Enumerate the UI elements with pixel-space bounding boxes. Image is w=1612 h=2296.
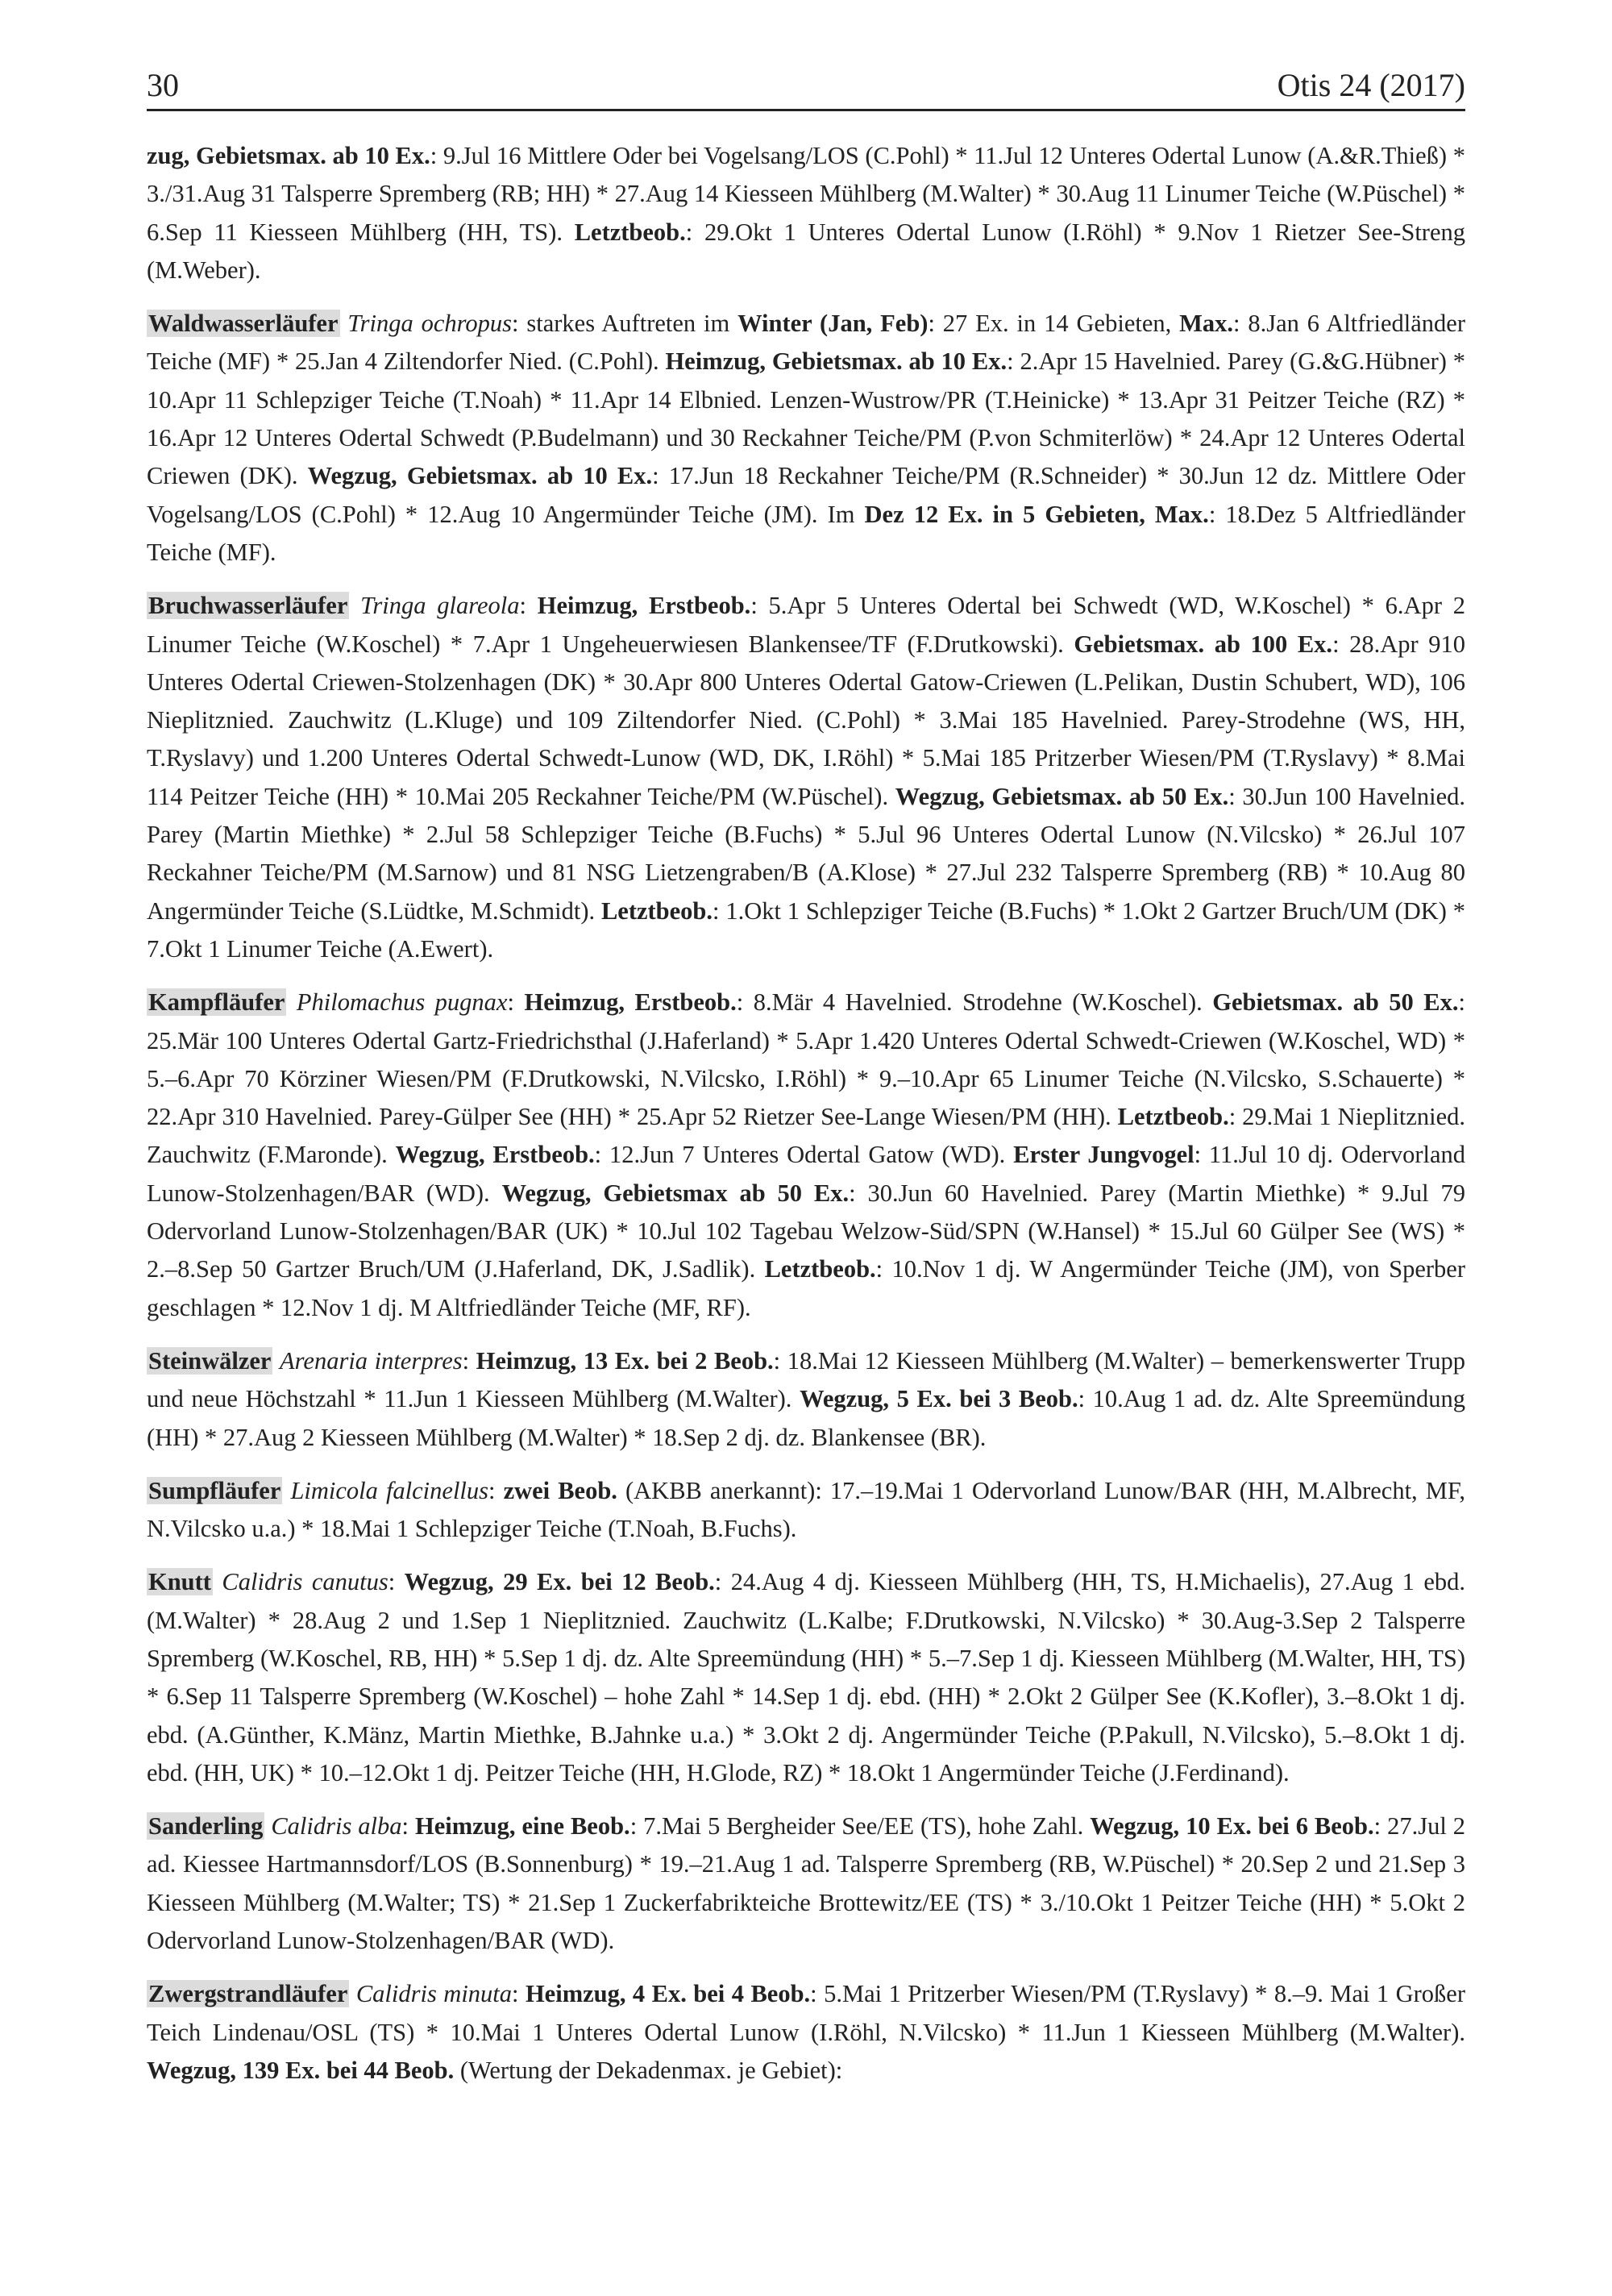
observation-text: : 30.Jun 100 Havelnied. Parey (Martin Miethke) * 2.Jul 58 Schlepziger Teiche (B.Fuchs) * 5.Jul 96 Unteres Odertal Lunow (N.Vilcsko) * 26.Jul 107 Reckahner Teiche/PM (M.Sarnow) und 81 NSG Lietzengraben/B (A.Klose) * 27.Jul 232 Talsperre Spremberg (RB) * 10.Aug 80 Angermünder Teiche (S.Lüdtke, M.Schmidt). [147, 782, 1465, 925]
observation-text: : 2.Apr 15 Havelnied. Parey (G.&G.Hübner) * 10.Apr 11 Schlepziger Teiche (T.Noah) * 11.Apr 14 Elbnied. Lenzen-Wustrow/PR (T.Heinicke) * 13.Apr 31 Peitzer Teiche (RZ) * 16.Apr 12 Unteres Odertal Schwedt (P.Budelmann) und 30 Reckahner Teiche/PM (P.von Schmiterlöw) * 24.Apr 12 Unteres Odertal Criewen (DK). [147, 347, 1465, 490]
continued-entry [147, 137, 1465, 289]
species-entry [147, 1342, 1465, 1457]
latin-name: Tringa ochropus [347, 310, 513, 338]
observation-text: : 10.Nov 1 dj. W Angermünder Teiche (JM), von Sperber geschlagen * 12.Nov 1 dj. M Altfriedländer Teiche (MF, RF). [147, 1255, 1466, 1321]
bold-heading-text: Letztbeob. [574, 218, 686, 246]
bold-heading-text: Wegzug, Gebietsmax ab 50 Ex. [501, 1179, 850, 1207]
page-header [147, 58, 1465, 111]
observation-text: : 27 Ex. in 14 Gebieten, [928, 310, 1180, 338]
bold-heading-text: Heimzug, Gebietsmax. ab 10 Ex. [665, 347, 1008, 376]
latin-name: Limicola falcinellus [290, 1476, 489, 1504]
journal-title: Otis 24 (2017) [1277, 67, 1465, 103]
bold-heading-text: Heimzug, 13 Ex. bei 2 Beob. [476, 1346, 774, 1375]
observation-text: : 8.Jan 6 Altfriedländer Teiche (MF) * 25.Jan 4 Ziltendorfer Nied. (C.Pohl). [147, 310, 1465, 376]
observation-text: : 29.Mai 1 Nieplitznied. Zauchwitz (F.Maronde). [147, 1103, 1465, 1169]
observation-text: : 18.Mai 12 Kiesseen Mühlberg (M.Walter) – bemerkenswerter Trupp und neue Höchstzahl * 11.Jun 1 Kiesseen Mühlberg (M.Walter). [147, 1346, 1465, 1413]
bold-heading-text: Gebietsmax. ab 50 Ex. [1212, 988, 1459, 1017]
bold-heading-text: Wegzug, Gebietsmax. ab 10 Ex. [307, 462, 653, 490]
observation-text: : 24.Aug 4 dj. Kiesseen Mühlberg (HH, TS, H.Michaelis), 27.Aug 1 ebd. (M.Walter) * 28.Aug 2 und 1.Sep 1 Nieplitznied. Zauchwitz (L.Kalbe; F.Drutkowski, N.Vilcsko) * 30.Aug-3.Sep 2 Talsperre Spremberg (W.Koschel, RB, HH) * 5.Sep 1 dj. dz. Alte Spreemündung (HH) * 5.–7.Sep 1 dj. Kiesseen Mühlberg (M.Walter, HH, TS) * 6.Sep 11 Talsperre Spremberg (W.Koschel) – hohe Zahl * 14.Sep 1 dj. ebd. (HH) * 2.Okt 2 Gülper See (K.Kofler), 3.–8.Okt 1 dj. ebd. (A.Günther, K.Mänz, Martin Miethke, B.Jahnke u.a.) * 3.Okt 2 dj. Angermünder Teiche (P.Pakull, N.Vilcsko), 5.–8.Okt 1 dj. ebd. (HH, UK) * 10.–12.Okt 1 dj. Peitzer Teiche (HH, H.Glode, RZ) * 18.Okt 1 Angermünder Teiche (J.Ferdinand). [147, 1568, 1465, 1786]
species-entry [147, 1975, 1465, 2090]
observation-text: : [507, 988, 525, 1017]
bold-heading-text: zug, Gebietsmax. ab 10 Ex. [147, 142, 430, 169]
bold-heading-text: Wegzug, Erstbeob. [395, 1141, 595, 1169]
observation-text: : [512, 1980, 526, 2008]
observation-text: : 8.Mär 4 Havelnied. Strodehne (W.Koschel). [736, 988, 1213, 1017]
species-name: Steinwälzer [148, 1346, 272, 1375]
latin-name: Philomachus pugnax [296, 988, 508, 1017]
species-entry [147, 587, 1465, 968]
latin-name: Calidris alba [271, 1812, 402, 1841]
observation-text: : [401, 1812, 415, 1841]
observation-text: : 1.Okt 1 Schlepziger Teiche (B.Fuchs) * 1.Okt 2 Gartzer Bruch/UM (DK) * 7.Okt 1 Linumer Teiche (A.Ewert). [147, 896, 1465, 963]
observation-text: (AKBB anerkannt): 17.–19.Mai 1 Odervorland Lunow/BAR (HH, M.Albrecht, MF, N.Vilcsko u.a.) * 18.Mai 1 Schlepziger Teiche (T.Noah, B.Fuchs). [147, 1476, 1466, 1543]
observation-text: : [462, 1346, 476, 1375]
observation-text: : 7.Mai 5 Bergheider See/EE (TS), hohe Zahl. [629, 1812, 1091, 1841]
species-entry [147, 1563, 1465, 1792]
observation-text: : 10.Aug 1 ad. dz. Alte Spreemündung (HH) * 27.Aug 2 Kiesseen Mühlberg (M.Walter) * 18.Sep 2 dj. dz. Blankensee (BR). [147, 1385, 1466, 1451]
species-name: Sumpfläufer [148, 1476, 281, 1504]
bold-heading-text: Heimzug, 4 Ex. bei 4 Beob. [525, 1980, 811, 2008]
observation-text: : 29.Okt 1 Unteres Odertal Lunow (I.Röhl) * 9.Nov 1 Rietzer See-Streng (M.Weber). [147, 218, 1465, 284]
observation-text: : 5.Mai 1 Pritzerber Wiesen/PM (T.Ryslavy) * 8.–9. Mai 1 Großer Teich Lindenau/OSL (TS) * 10.Mai 1 Unteres Odertal Lunow (I.Röhl, N.Vilcsko) * 11.Jun 1 Kiesseen Mühlberg (M.Walter). [147, 1980, 1466, 2046]
bold-heading-text: Heimzug, Erstbeob. [537, 592, 751, 620]
bold-heading-text: Heimzug, eine Beob. [415, 1812, 630, 1841]
species-name: Zwergstrandläufer [148, 1980, 348, 2008]
bold-heading-text: zwei Beob. [503, 1476, 617, 1504]
observation-text: : starkes Auftreten im [512, 310, 738, 338]
page-number: 30 [147, 67, 179, 103]
observation-text: : [388, 1568, 405, 1596]
species-entry [147, 984, 1465, 1327]
latin-name: Calidris canutus [222, 1568, 388, 1596]
article-body [147, 137, 1465, 2105]
bold-heading-text: Heimzug, Erstbeob. [524, 988, 737, 1017]
bold-heading-text: Erster Jungvogel [1013, 1141, 1194, 1169]
observation-text: : [488, 1476, 504, 1504]
bold-heading-text: Wegzug, 5 Ex. bei 3 Beob. [800, 1385, 1078, 1413]
observation-text: : 5.Apr 5 Unteres Odertal bei Schwedt (WD, W.Koschel) * 6.Apr 2 Linumer Teiche (W.Koschel) * 7.Apr 1 Ungeheuerwiesen Blankensee/TF (F.Drutkowski). [147, 592, 1466, 658]
observation-text: : 27.Jul 2 ad. Kiessee Hartmannsdorf/LOS (B.Sonnenburg) * 19.–21.Aug 1 ad. Talsperre Spremberg (RB, W.Püschel) * 20.Sep 2 und 21.Sep 3 Kiesseen Mühlberg (M.Walter; TS) * 21.Sep 1 Zuckerfabrikteiche Brottewitz/EE (TS) * 3./10.Okt 1 Peitzer Teiche (HH) * 5.Okt 2 Odervorland Lunow-Stolzenhagen/BAR (WD). [147, 1812, 1466, 1955]
observation-text: : 11.Jul 10 dj. Odervorland Lunow-Stolzenhagen/BAR (WD). [147, 1141, 1465, 1207]
bold-heading-text: Letztbeob. [1117, 1103, 1229, 1131]
bold-heading-text: Gebietsmax. ab 100 Ex. [1074, 630, 1333, 658]
bold-heading-text: Wegzug, 29 Ex. bei 12 Beob. [404, 1568, 715, 1596]
species-name: Bruchwasserläufer [148, 592, 348, 620]
species-name: Kampfläufer [148, 988, 285, 1017]
species-name: Waldwasserläufer [148, 310, 339, 338]
species-name: Sanderling [148, 1812, 264, 1841]
bold-heading-text: Dez 12 Ex. in 5 Gebieten, Max. [864, 500, 1209, 528]
observation-text: : 30.Jun 60 Havelnied. Parey (Martin Miethke) * 9.Jul 79 Odervorland Lunow-Stolzenhagen/BAR (UK) * 10.Jul 102 Tagebau Welzow-Süd/SPN (W.Hansel) * 15.Jul 60 Gülper See (WS) * 2.–8.Sep 50 Gartzer Bruch/UM (J.Haferland, DK, J.Sadlik). [147, 1179, 1466, 1283]
latin-name: Tringa glareola [360, 592, 520, 620]
observation-text: : 28.Apr 910 Unteres Odertal Criewen-Stolzenhagen (DK) * 30.Apr 800 Unteres Odertal Gatow-Criewen (L.Pelikan, Dustin Schubert, WD), 106 Nieplitznied. Zauchwitz (L.Kluge) und 109 Ziltendorfer Nied. (C.Pohl) * 3.Mai 185 Havelnied. Parey-Strodehne (WS, HH, T.Ryslavy) und 1.200 Unteres Odertal Schwedt-Lunow (WD, DK, I.Röhl) * 5.Mai 185 Pritzerber Wiesen/PM (T.Ryslavy) * 8.Mai 114 Peitzer Teiche (HH) * 10.Mai 205 Reckahner Teiche/PM (W.Püschel). [147, 630, 1465, 810]
bold-heading-text: Max. [1179, 310, 1234, 338]
bold-heading-text: Wegzug, Gebietsmax. ab 50 Ex. [895, 782, 1229, 810]
latin-name: Arenaria interpres [280, 1346, 463, 1375]
observation-text: : 17.Jun 18 Reckahner Teiche/PM (R.Schneider) * 30.Jun 12 dz. Mittlere Oder Vogelsang/LOS (C.Pohl) * 12.Aug 10 Angermünder Teiche (JM). Im [147, 462, 1465, 528]
species-entry [147, 305, 1465, 572]
observation-text: (Wertung der Dekadenmax. je Gebiet): [454, 2056, 843, 2084]
observation-text: : 9.Jul 16 Mittlere Oder bei Vogelsang/LOS (C.Pohl) * 11.Jul 12 Unteres Odertal Lunow (A.&R.Thieß) * 3./31.Aug 31 Talsperre Spremberg (RB; HH) * 27.Aug 14 Kiesseen Mühlberg (M.Walter) * 30.Aug 11 Linumer Teiche (W.Püschel) * 6.Sep 11 Kiesseen Mühlberg (HH, TS). [147, 142, 1465, 246]
bold-heading-text: Wegzug, 10 Ex. bei 6 Beob. [1090, 1812, 1374, 1841]
observation-text: : [519, 592, 538, 620]
observation-text: : 12.Jun 7 Unteres Odertal Gatow (WD). [594, 1141, 1014, 1169]
bold-heading-text: Wegzug, 139 Ex. bei 44 Beob. [147, 2056, 455, 2084]
observation-text: : 18.Dez 5 Altfriedländer Teiche (MF). [147, 500, 1466, 566]
species-entry [147, 1472, 1465, 1549]
observation-text: : 25.Mär 100 Unteres Odertal Gartz-Friedrichsthal (J.Haferland) * 5.Apr 1.420 Unteres Odertal Schwedt-Criewen (W.Koschel, WD) * 5.–6.Apr 70 Körziner Wiesen/PM (F.Drutkowski, N.Vilcsko, I.Röhl) * 9.–10.Apr 65 Linumer Teiche (N.Vilcsko, S.Schauerte) * 22.Apr 310 Havelnied. Parey-Gülper See (HH) * 25.Apr 52 Rietzer See-Lange Wiesen/PM (HH). [147, 988, 1465, 1131]
latin-name: Calidris minuta [355, 1980, 513, 2008]
bold-heading-text: Winter (Jan, Feb) [737, 310, 929, 338]
bold-heading-text: Letztbeob. [764, 1255, 876, 1283]
species-name: Knutt [148, 1568, 211, 1596]
bold-heading-text: Letztbeob. [600, 896, 713, 925]
species-entry [147, 1807, 1465, 1960]
